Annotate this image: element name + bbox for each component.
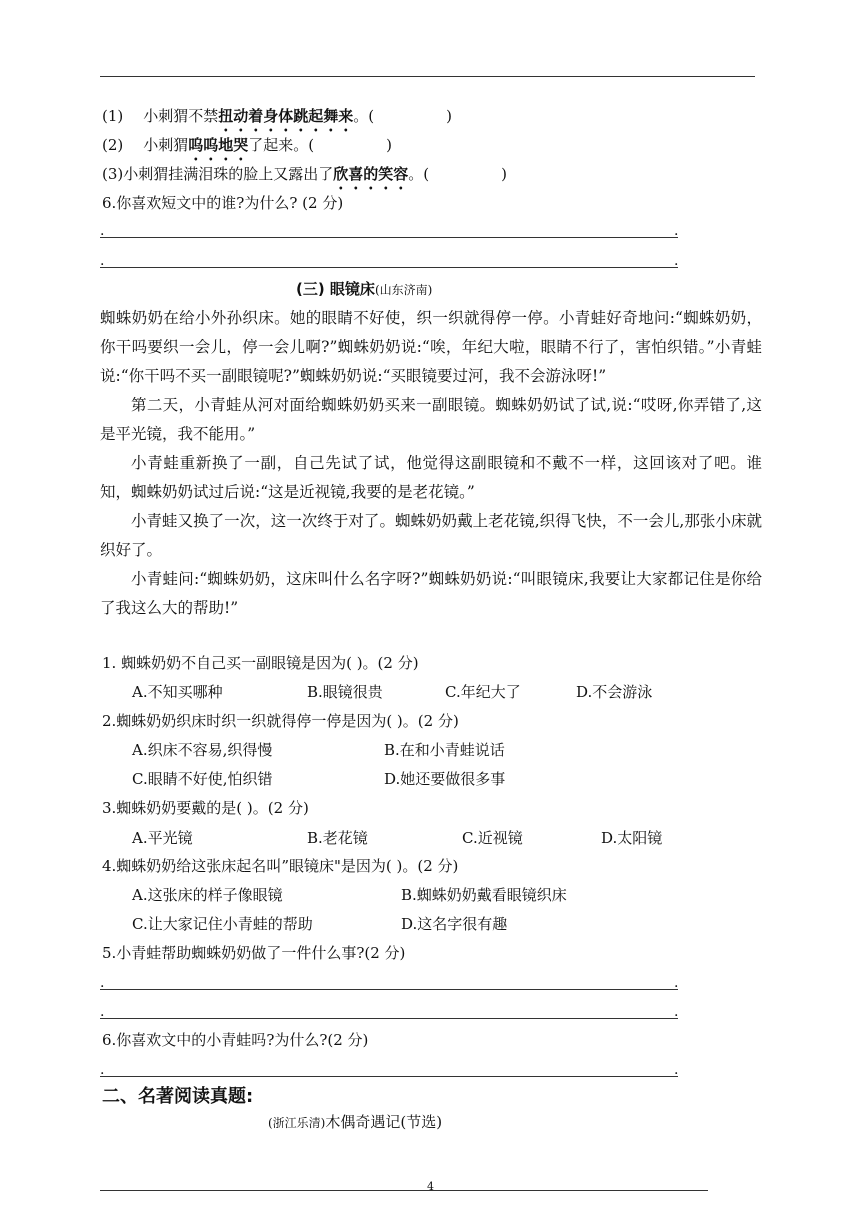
option-2d[interactable]: D.她还要做很多事 — [384, 770, 506, 788]
answer-line[interactable] — [100, 1018, 678, 1019]
answer-line[interactable] — [100, 989, 678, 990]
dotted-phrase: 欣喜的笑容 — [333, 165, 409, 183]
answer-dot: . — [100, 1004, 105, 1020]
option-2c[interactable]: C.眼睛不好使,怕织错 — [132, 770, 273, 788]
passage-paragraph-1: 蜘蛛奶奶在给小外孙织床。她的眼睛不好使，织一织就得停一停。小青蛙好奇地问:“蜘蛛奶奶，你干吗要织一会儿，停一会儿啊?”蜘蛛奶奶说:“唉，年纪大啦，眼睛不行了，害怕织错。”小青蛙说:“你干吗不买一副眼镜呢?”蜘蛛奶奶说:“买眼镜要过河，我不会游泳呀!” — [100, 309, 762, 385]
dotted-phrase: 扭动着身体跳起舞来 — [218, 107, 354, 125]
answer-line[interactable] — [100, 267, 678, 268]
option-4b[interactable]: B.蜘蛛奶奶戴看眼镜织床 — [401, 886, 567, 904]
option-2a[interactable]: A.织床不容易,织得慢 — [132, 741, 273, 759]
question-6: 6.你喜欢文中的小青蛙吗?为什么?(2 分) — [102, 1031, 369, 1049]
question-4: 4.蜘蛛奶奶给这张床起名叫”眼镜床"是因为( )。(2 分) — [102, 857, 459, 875]
answer-dot: . — [100, 975, 105, 991]
page-number: 4 — [427, 1180, 434, 1193]
subtitle-source: (浙江乐清) — [268, 1116, 326, 1130]
option-4d[interactable]: D.这名字很有趣 — [401, 915, 508, 933]
prev-question-6: 6.你喜欢短文中的谁?为什么? (2 分) — [102, 194, 344, 212]
answer-dot: . — [674, 223, 679, 239]
option-3b[interactable]: B.老花镜 — [307, 829, 368, 847]
answer-dot: . — [674, 1004, 679, 1020]
answer-line[interactable] — [100, 1076, 678, 1077]
option-3a[interactable]: A.平光镜 — [132, 829, 193, 847]
option-3c[interactable]: C.近视镜 — [462, 829, 523, 847]
passage-paragraph-4: 小青蛙又换了一次，这一次终于对了。蜘蛛奶奶戴上老花镜,织得飞快，不一会儿,那张小床就织好了。 — [100, 512, 762, 559]
footer-rule — [100, 1190, 708, 1191]
passage-paragraph-2: 第二天，小青蛙从河对面给蜘蛛奶奶买来一副眼镜。蜘蛛奶奶试了试,说:“哎呀,你弄错了,这是平光镜，我不能用。” — [100, 396, 762, 443]
section-title: (三) 眼镜床(山东济南) — [296, 280, 433, 298]
question-3: 3.蜘蛛奶奶要戴的是( )。(2 分) — [102, 799, 309, 817]
answer-dot: . — [674, 1062, 679, 1078]
answer-dot: . — [100, 223, 105, 239]
header-rule — [100, 76, 755, 77]
section-heading: 二、名著阅读真题: — [102, 1086, 254, 1107]
option-1d[interactable]: D.不会游泳 — [576, 683, 653, 701]
option-4a[interactable]: A.这张床的样子像眼镜 — [132, 886, 283, 904]
subtitle-title: 木偶奇遇记(节选) — [325, 1113, 443, 1131]
section-source: (山东济南) — [374, 283, 433, 297]
passage-paragraph-3: 小青蛙重新换了一副，自己先试了试，他觉得这副眼镜和不戴不一样，这回该对了吧。谁知，蜘蛛奶奶试过后说:“这是近视镜,我要的是老花镜。” — [100, 454, 762, 501]
passage-paragraph-5: 小青蛙问:“蜘蛛奶奶，这床叫什么名字呀?”蜘蛛奶奶说:“叫眼镜床,我要让大家都记住是你给了我这么大的帮助!” — [100, 570, 762, 617]
option-1c[interactable]: C.年纪大了 — [445, 683, 521, 701]
dotted-phrase: 呜呜地哭 — [188, 136, 249, 154]
question-2: 2.蜘蛛奶奶织床时织一织就得停一停是因为( )。(2 分) — [102, 712, 459, 730]
prev-item-2: (2) 小刺猬呜呜地哭了起来。( ) — [102, 136, 392, 154]
prev-item-1: (1) 小刺猬不禁扭动着身体跳起舞来。( ) — [102, 107, 452, 125]
option-2b[interactable]: B.在和小青蛙说话 — [384, 741, 505, 759]
section-subtitle — [268, 1111, 442, 1132]
option-3d[interactable]: D.太阳镜 — [601, 829, 663, 847]
question-5: 5.小青蛙帮助蜘蛛奶奶做了一件什么事?(2 分) — [102, 944, 406, 962]
prev-item-3: (3)小刺猬挂满泪珠的脸上又露出了欣喜的笑容。( ) — [102, 165, 507, 183]
question-1: 1. 蜘蛛奶奶不自己买一副眼镜是因为( )。(2 分) — [102, 654, 419, 672]
option-1a[interactable]: A.不知买哪种 — [132, 683, 223, 701]
answer-dot: . — [674, 253, 679, 269]
option-4c[interactable]: C.让大家记住小青蛙的帮助 — [132, 915, 313, 933]
passage — [100, 304, 762, 623]
answer-line[interactable] — [100, 237, 678, 238]
answer-dot: . — [100, 1062, 105, 1078]
answer-dot: . — [100, 253, 105, 269]
option-1b[interactable]: B.眼镜很贵 — [307, 683, 383, 701]
answer-dot: . — [674, 975, 679, 991]
